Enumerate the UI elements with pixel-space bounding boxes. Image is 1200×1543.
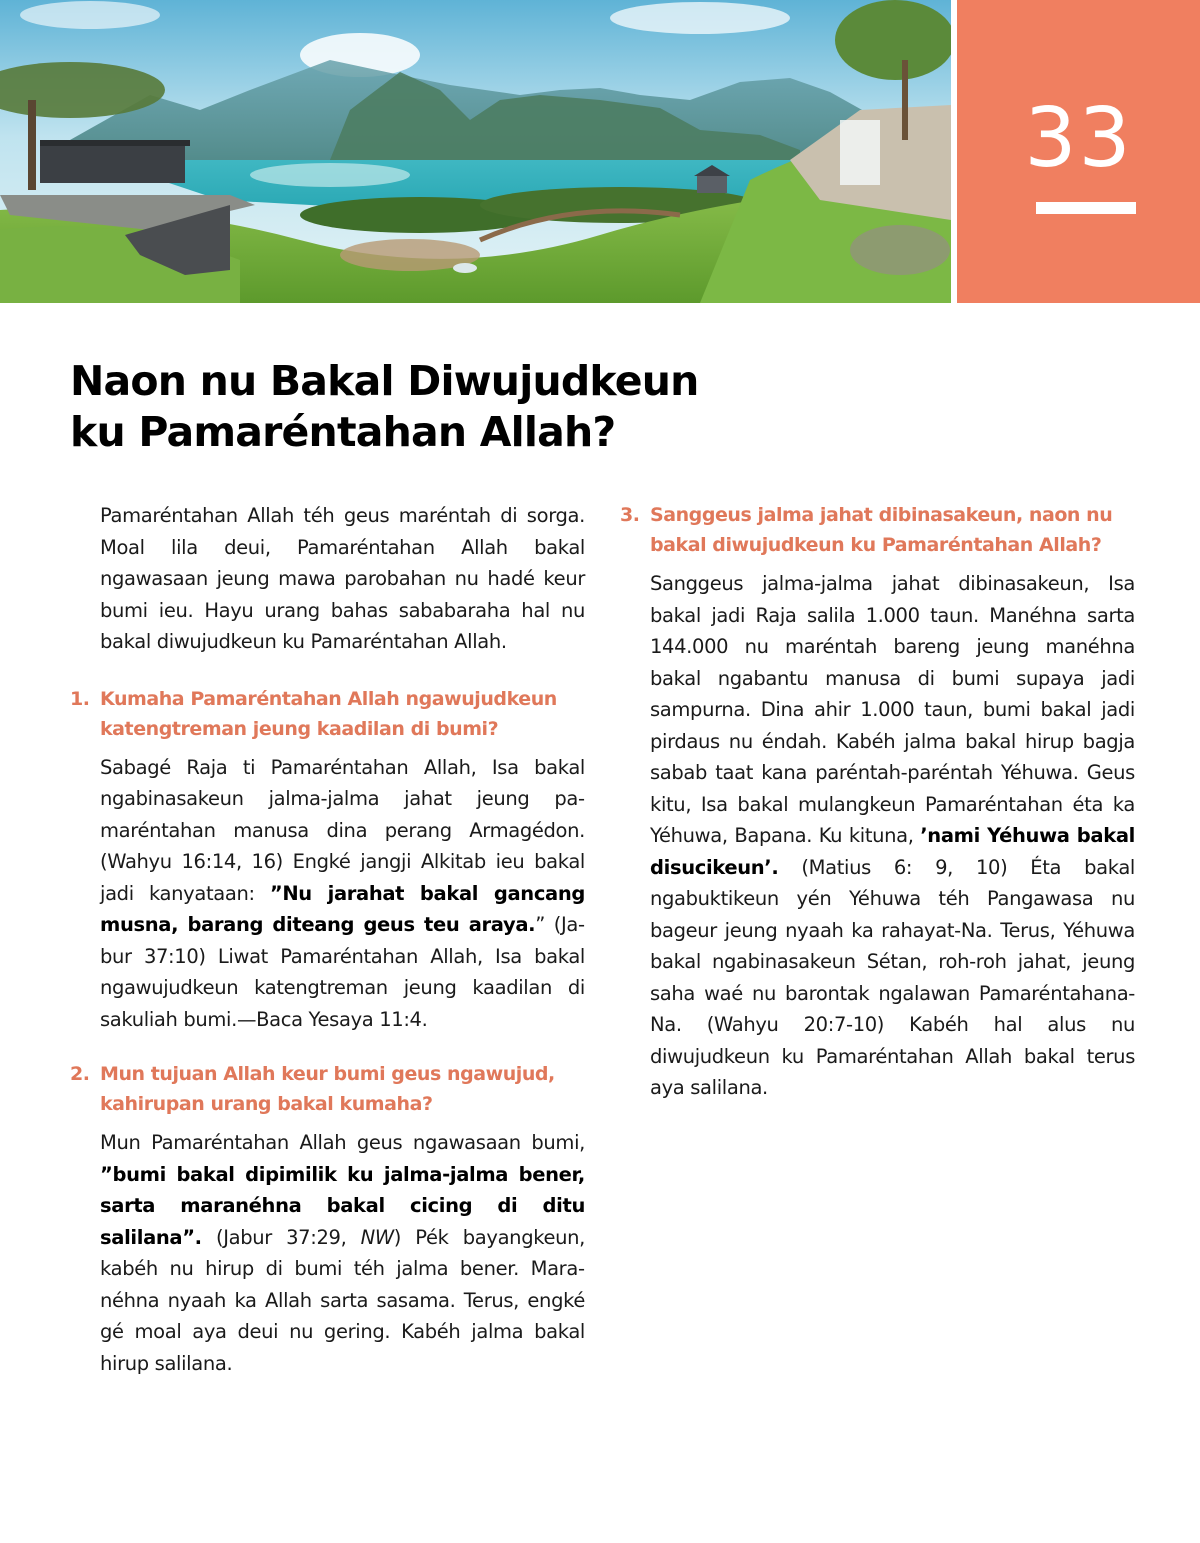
landscape-image [0, 0, 951, 303]
section-2 [70, 1059, 585, 1379]
scripture-quote: ’nami Yéhuwa bakal disucikeun’. [650, 824, 1135, 879]
answer-text: ” (Jabur 37:10) Liwat Pamaréntahan Allah, Isa bakal ngawujudkeun katengtreman jeung kaadilan di sakuliah bumi.—Baca Yesaya 11:4. [100, 913, 586, 1031]
question-3 [620, 500, 1135, 560]
question-1 [70, 684, 585, 744]
question-2 [70, 1059, 585, 1119]
title-line-1: Naon nu Bakal Diwujudkeun [70, 357, 699, 405]
answer-text: Sanggeus jalma-jalma jahat dibinasakeun, Isa bakal jadi Raja salila 1.000 taun. Manéhna sarta 144.000 nu maréntah bareng jeung manéhna bakal ngabantu manusa di bumi supaya jadi sampurna. Dina ahir 1.000 taun, bumi bakal jadi pirdaus nu éndah. Kabéh jalma bakal hirup bagja sabab taat kana paréntah-paréntah Yéhuwa. Geus kitu, Isa bakal mulangkeun Pamaréntahan éta ka Yéhuwa, Bapana. Ku kituna, [650, 572, 1135, 847]
right-column [620, 500, 1135, 1128]
translation-abbrev: NW [360, 1225, 394, 1249]
question-number: 2. [70, 1063, 90, 1085]
hero-illustration [0, 0, 951, 303]
chapter-underline [1036, 202, 1136, 214]
chapter-number-box [957, 0, 1200, 303]
answer-text: ) Pék bayangkeun, kabéh nu hirup di bumi téh jalma bener. Maranéhna nyaah ka Allah sarta sasama. Terus, engké gé moal aya deui nu gering. Kabéh jalma bakal hirup salilana. [100, 1225, 585, 1375]
question-number: 1. [70, 687, 90, 710]
section-3 [620, 500, 1135, 1104]
question-text: Mun tujuan Allah keur bumi geus ngawujud, kahirupan urang bakal kumaha? [100, 1063, 555, 1115]
question-number: 3. [620, 504, 640, 526]
answer-text: (Matius 6: 9, 10) Éta bakal ngabuktikeun yén Yéhuwa téh Pangawasa nu bageur jeung nyaah ka rahayat-Na. Terus, Yéhuwa bakal ngabinasakeun Sétan, roh-roh jahat, jeung saha waé nu barontak ngalawan Pamaréntahana-Na. (Wahyu 20:7-10) Kabéh hal alus nu diwujudkeun ku Pamaréntahan Allah bakal terus aya salilana. [650, 855, 1135, 1099]
answer-paragraph-3 [620, 568, 1135, 1104]
answer-text: Sabagé Raja ti Pamaréntahan Allah, Isa bakal ngabinasakeun jalma-jalma jahat jeung pamaréntahan manusa dina perang Armagédon. (Wahyu 16:14, 16) Engké jangji Alkitab ieu bakal jadi kanyataan: [100, 755, 585, 905]
chapter-number: 33 [1024, 91, 1133, 186]
question-text: Kumaha Pamaréntahan Allah ngawujudkeun katengtreman jeung kaadilan di bumi? [100, 687, 557, 740]
page-title [70, 356, 970, 458]
answer-paragraph-1 [70, 752, 585, 1036]
question-text: Sanggeus jalma jahat dibinasakeun, naon nu bakal diwujudkeun ku Pamaréntahan Allah? [650, 504, 1113, 556]
answer-text: Mun Pamaréntahan Allah geus ngawasaan bumi, [100, 1131, 585, 1154]
scripture-quote: ”bumi bakal dipimilik ku jalma-jalma bener, sarta maranéhna bakal cicing di ditu salilana”. [100, 1162, 585, 1249]
answer-paragraph-2 [70, 1127, 585, 1379]
left-column [70, 500, 585, 1403]
title-line-2: ku Pamaréntahan Allah? [70, 408, 616, 456]
scripture-quote: ”Nu jarahat bakal gancang musna, barang diteang geus teu araya. [100, 881, 585, 936]
section-1 [70, 684, 585, 1036]
intro-paragraph: Pamaréntahan Allah téh geus maréntah di sorga. Moal lila deui, Pamaréntahan Allah bakal ngawasaan jeung mawa parobahan nu hadé keur bumi ieu. Hayu urang bahas sababaraha hal nu bakal diwujudkeun ku Pamaréntahan Allah. [100, 504, 585, 653]
answer-text: (Jabur 37:29, [201, 1225, 361, 1249]
